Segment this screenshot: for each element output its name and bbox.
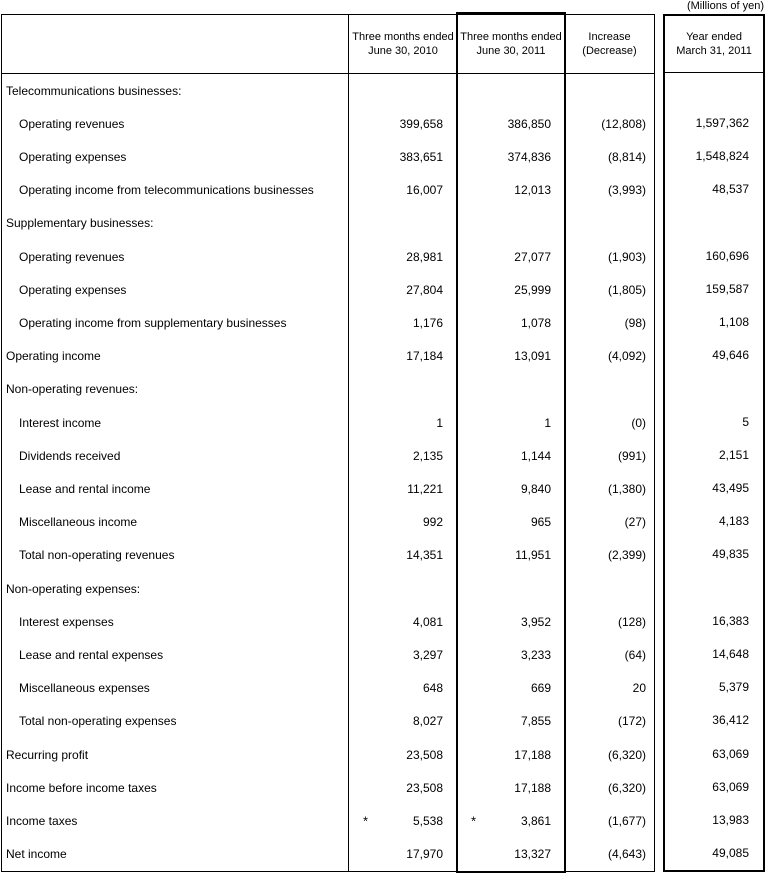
value-cell-q1_2010 xyxy=(349,174,457,207)
year-table-row xyxy=(665,671,763,704)
header-fy2011-line1: Year ended xyxy=(686,31,742,43)
value-cell-change xyxy=(565,140,654,173)
value-text: 7,855 xyxy=(520,714,551,729)
year-table-row xyxy=(665,538,763,571)
value-cell-q1_2010 xyxy=(349,472,457,505)
value-cell-q1_2011 xyxy=(457,638,565,671)
row-label: Income before income taxes xyxy=(2,771,349,804)
year-table-row xyxy=(665,438,763,471)
row-label: Miscellaneous income xyxy=(2,506,349,539)
value-text: 1 xyxy=(436,415,443,430)
table-row xyxy=(2,340,654,373)
value-cell-q1_2011 xyxy=(457,472,565,505)
year-table-row xyxy=(665,837,763,870)
value-cell-fy2011: 159,587 xyxy=(705,281,749,296)
value-cell-q1_2010 xyxy=(349,838,457,871)
value-cell-fy2011: 16,383 xyxy=(712,613,749,628)
value-text: (0) xyxy=(631,415,646,430)
value-text: 5,538 xyxy=(412,814,443,829)
header-increase-line1: Increase xyxy=(588,31,631,43)
value-cell-q1_2010 xyxy=(349,240,457,273)
value-cell-q1_2010 xyxy=(349,273,457,306)
value-cell-q1_2010 xyxy=(349,207,457,240)
value-text: 27,804 xyxy=(406,282,443,297)
row-label: Recurring profit xyxy=(2,738,349,771)
year-table-row xyxy=(665,173,763,206)
year-table-row xyxy=(665,505,763,538)
value-text: 13,327 xyxy=(514,847,551,862)
row-label: Lease and rental expenses xyxy=(2,638,349,671)
value-cell-fy2011: 1,108 xyxy=(718,315,749,330)
value-text: 2,135 xyxy=(412,448,443,463)
value-text: 16,007 xyxy=(406,183,443,198)
table-row xyxy=(2,572,654,605)
value-cell-fy2011: 49,646 xyxy=(712,348,749,363)
value-text: (12,808) xyxy=(601,116,646,131)
value-cell-change xyxy=(565,406,654,439)
row-label: Operating expenses xyxy=(2,140,349,173)
value-text: 17,188 xyxy=(514,747,551,762)
value-cell-q1_2010 xyxy=(349,439,457,472)
value-text: 374,836 xyxy=(507,150,551,164)
value-text: 1,078 xyxy=(520,316,551,331)
row-label: Operating expenses xyxy=(2,273,349,306)
header-fy2011 xyxy=(665,16,763,72)
value-cell-q1_2011 xyxy=(457,406,565,439)
value-cell-change xyxy=(565,340,654,373)
value-cell-q1_2011 xyxy=(457,373,565,406)
unit-note: (Millions of yen) xyxy=(686,0,764,12)
year-table-row xyxy=(665,637,763,670)
table-row xyxy=(2,838,654,871)
value-cell-q1_2010 xyxy=(349,506,457,539)
header-q1-2010-line2: June 30, 2010 xyxy=(368,45,438,57)
row-label: Net income xyxy=(2,838,349,871)
value-cell-q1_2010 xyxy=(349,373,457,406)
table-row xyxy=(2,539,654,572)
value-cell-fy2011: 160,696 xyxy=(705,248,749,263)
value-cell-change xyxy=(565,107,654,140)
row-label: Lease and rental income xyxy=(2,472,349,505)
value-cell-fy2011: 2,151 xyxy=(718,447,749,462)
value-text: (27) xyxy=(624,515,646,530)
value-cell-q1_2011 xyxy=(457,771,565,804)
value-text: (1,805) xyxy=(607,282,646,297)
value-text: (6,320) xyxy=(607,747,646,762)
value-cell-q1_2010 xyxy=(349,107,457,140)
row-label: Supplementary businesses: xyxy=(2,207,349,240)
value-cell-q1_2011 xyxy=(457,306,565,339)
value-text: (128) xyxy=(617,614,646,629)
header-q1-2010 xyxy=(349,15,457,73)
row-label: Total non-operating expenses xyxy=(2,705,349,738)
row-label: Operating revenues xyxy=(2,240,349,273)
value-cell-q1_2010 xyxy=(349,539,457,572)
value-cell-q1_2011 xyxy=(457,207,565,240)
year-table-row xyxy=(665,372,763,405)
value-text: 28,981 xyxy=(406,249,443,264)
year-table-row xyxy=(665,339,763,372)
row-label: Operating income xyxy=(2,340,349,373)
value-text: 4,081 xyxy=(412,614,443,629)
value-cell-fy2011 xyxy=(665,73,763,106)
table-row xyxy=(2,804,654,837)
header-q1-2011-line2: June 30, 2011 xyxy=(476,45,546,57)
value-text: 17,188 xyxy=(514,780,551,795)
main-table-body xyxy=(2,74,654,871)
value-cell-q1_2010 xyxy=(349,771,457,804)
value-cell-change xyxy=(565,705,654,738)
value-text: 17,184 xyxy=(406,349,443,364)
table-row xyxy=(2,273,654,306)
value-cell-q1_2011 xyxy=(457,506,565,539)
value-text: (4,643) xyxy=(607,847,646,862)
table-row xyxy=(2,174,654,207)
value-text: (8,814) xyxy=(607,150,646,164)
year-table-row xyxy=(665,206,763,239)
value-cell-q1_2011 xyxy=(457,273,565,306)
value-text: 8,027 xyxy=(412,714,443,729)
value-cell-q1_2010 xyxy=(349,672,457,705)
value-text: 3,297 xyxy=(412,648,443,663)
header-q1-2011 xyxy=(457,15,565,73)
value-text: 17,970 xyxy=(406,847,443,862)
value-cell-q1_2011 xyxy=(457,605,565,638)
value-text: (64) xyxy=(624,648,646,663)
value-text: 648 xyxy=(422,681,443,696)
year-table-row xyxy=(665,106,763,139)
table-row xyxy=(2,207,654,240)
year-table-row xyxy=(665,139,763,172)
value-cell-q1_2010 xyxy=(349,605,457,638)
value-cell-fy2011: 48,537 xyxy=(712,182,749,197)
value-text: (172) xyxy=(617,714,646,729)
value-cell-fy2011 xyxy=(665,571,763,604)
table-row xyxy=(2,506,654,539)
table-row xyxy=(2,472,654,505)
year-table-row xyxy=(665,305,763,338)
value-cell-change xyxy=(565,572,654,605)
table-row xyxy=(2,406,654,439)
header-fy2011-line2: March 31, 2011 xyxy=(676,45,752,57)
value-cell-q1_2010 xyxy=(349,738,457,771)
value-cell-change xyxy=(565,506,654,539)
row-label: Total non-operating revenues xyxy=(2,539,349,572)
year-table-row xyxy=(665,272,763,305)
value-cell-q1_2010 xyxy=(349,140,457,173)
value-cell-change xyxy=(565,273,654,306)
value-cell-q1_2011 xyxy=(457,107,565,140)
value-cell-fy2011: 49,085 xyxy=(712,846,749,861)
value-cell-change xyxy=(565,738,654,771)
year-column-table xyxy=(663,14,765,872)
row-label: Interest income xyxy=(2,406,349,439)
table-header-row xyxy=(2,15,654,74)
value-cell-q1_2011 xyxy=(457,174,565,207)
value-cell-change xyxy=(565,306,654,339)
value-cell-q1_2011 xyxy=(457,672,565,705)
year-table-row xyxy=(665,737,763,770)
year-table-row xyxy=(665,704,763,737)
value-cell-q1_2010 xyxy=(349,705,457,738)
table-row xyxy=(2,638,654,671)
value-text: 3,861 xyxy=(520,814,551,829)
table-row xyxy=(2,140,654,173)
value-cell-change xyxy=(565,672,654,705)
value-cell-q1_2011 xyxy=(457,74,565,107)
table-row xyxy=(2,605,654,638)
row-label: Dividends received xyxy=(2,439,349,472)
value-text: (1,677) xyxy=(607,814,646,829)
value-cell-fy2011: 5,379 xyxy=(718,680,749,695)
value-text: (3,993) xyxy=(607,183,646,198)
value-cell-change xyxy=(565,771,654,804)
value-cell-fy2011: 36,412 xyxy=(712,713,749,728)
value-cell-fy2011: 43,495 xyxy=(712,481,749,496)
value-cell-change xyxy=(565,605,654,638)
value-cell-fy2011: 63,069 xyxy=(712,746,749,761)
value-text: (98) xyxy=(624,316,646,331)
value-cell-q1_2011 xyxy=(457,539,565,572)
value-cell-q1_2010 xyxy=(349,340,457,373)
year-table-row xyxy=(665,73,763,106)
header-blank-cell xyxy=(2,15,349,73)
value-text: 1,176 xyxy=(412,316,443,331)
value-text: 9,840 xyxy=(520,482,551,497)
table-row xyxy=(2,107,654,140)
value-text: 13,091 xyxy=(514,349,551,364)
value-text: 965 xyxy=(530,515,551,530)
value-text: 3,952 xyxy=(520,614,551,629)
header-q1-2011-line1: Three months ended xyxy=(460,31,562,43)
value-cell-q1_2011 xyxy=(457,838,565,871)
footnote-asterisk: * xyxy=(363,813,369,829)
value-cell-q1_2011 xyxy=(457,140,565,173)
value-text: (2,399) xyxy=(607,548,646,563)
value-cell-change xyxy=(565,439,654,472)
value-cell-change xyxy=(565,804,654,837)
table-row xyxy=(2,738,654,771)
value-cell-fy2011 xyxy=(665,206,763,239)
value-cell-q1_2010 xyxy=(349,406,457,439)
value-cell-fy2011: 63,069 xyxy=(712,779,749,794)
table-row xyxy=(2,373,654,406)
value-cell-fy2011: 5 xyxy=(742,414,749,429)
value-cell-change xyxy=(565,207,654,240)
value-text: 992 xyxy=(422,515,443,530)
value-text: 383,651 xyxy=(399,150,443,164)
year-column-header-row xyxy=(665,16,763,73)
row-label: Miscellaneous expenses xyxy=(2,672,349,705)
value-text: (1,380) xyxy=(607,482,646,497)
year-table-row xyxy=(665,571,763,604)
row-label: Operating income from telecommunications businesses xyxy=(2,174,349,207)
header-increase-line2: (Decrease) xyxy=(582,45,637,57)
value-cell-fy2011: 1,597,362 xyxy=(695,115,749,130)
value-text: 25,999 xyxy=(514,282,551,297)
value-cell-change xyxy=(565,174,654,207)
table-row xyxy=(2,74,654,107)
value-cell-q1_2011 xyxy=(457,738,565,771)
row-label: Non-operating revenues: xyxy=(2,373,349,406)
value-text: 20 xyxy=(632,681,646,696)
value-cell-q1_2011 xyxy=(457,572,565,605)
value-text: 23,508 xyxy=(406,747,443,762)
value-cell-q1_2011 xyxy=(457,439,565,472)
row-label: Operating revenues xyxy=(2,107,349,140)
value-cell-change xyxy=(565,373,654,406)
value-cell-q1_2010 xyxy=(349,572,457,605)
value-text: 1 xyxy=(544,415,551,430)
value-text: 386,850 xyxy=(507,116,551,131)
value-cell-change xyxy=(565,240,654,273)
value-text: (4,092) xyxy=(607,349,646,364)
value-cell-q1_2011 xyxy=(457,705,565,738)
year-table-row xyxy=(665,471,763,504)
year-table-row xyxy=(665,239,763,272)
value-text: 11,951 xyxy=(515,548,551,563)
header-increase-decrease xyxy=(565,15,654,73)
value-text: 14,351 xyxy=(406,548,443,563)
value-cell-q1_2010 xyxy=(349,804,457,837)
value-cell-change xyxy=(565,74,654,107)
value-text: 23,508 xyxy=(406,780,443,795)
value-cell-q1_2011 xyxy=(457,240,565,273)
value-cell-q1_2010 xyxy=(349,638,457,671)
value-cell-change xyxy=(565,472,654,505)
value-cell-q1_2010 xyxy=(349,74,457,107)
value-cell-q1_2011 xyxy=(457,804,565,837)
year-table-row xyxy=(665,803,763,836)
table-row xyxy=(2,705,654,738)
year-table-row xyxy=(665,405,763,438)
value-cell-fy2011: 13,983 xyxy=(712,813,749,828)
value-cell-change xyxy=(565,638,654,671)
table-row xyxy=(2,672,654,705)
value-text: (1,903) xyxy=(607,249,646,264)
value-cell-fy2011 xyxy=(665,372,763,405)
income-statement-table xyxy=(1,14,655,872)
table-row xyxy=(2,240,654,273)
value-cell-change xyxy=(565,539,654,572)
value-cell-fy2011: 1,548,824 xyxy=(695,149,749,163)
row-label: Interest expenses xyxy=(2,605,349,638)
value-cell-q1_2010 xyxy=(349,306,457,339)
value-text: 11,221 xyxy=(407,482,443,497)
value-cell-change xyxy=(565,838,654,871)
value-text: 3,233 xyxy=(520,648,551,663)
header-q1-2010-line1: Three months ended xyxy=(352,31,454,43)
value-text: 669 xyxy=(530,681,551,696)
footnote-asterisk: * xyxy=(471,813,477,829)
year-table-row xyxy=(665,604,763,637)
row-label: Non-operating expenses: xyxy=(2,572,349,605)
value-cell-fy2011: 4,183 xyxy=(718,514,749,529)
row-label: Operating income from supplementary businesses xyxy=(2,306,349,339)
year-table-row xyxy=(665,770,763,803)
value-cell-fy2011: 14,648 xyxy=(712,647,749,662)
value-text: 399,658 xyxy=(399,116,443,131)
value-text: (6,320) xyxy=(607,780,646,795)
value-cell-q1_2011 xyxy=(457,340,565,373)
table-row xyxy=(2,439,654,472)
value-text: (991) xyxy=(617,448,646,463)
value-text: 12,013 xyxy=(514,183,551,198)
year-column-body xyxy=(665,73,763,870)
value-text: 1,144 xyxy=(520,448,551,463)
value-cell-fy2011: 49,835 xyxy=(712,547,749,562)
row-label: Income taxes xyxy=(2,804,349,837)
row-label: Telecommunications businesses: xyxy=(2,74,349,107)
value-text: 27,077 xyxy=(514,249,551,264)
table-row xyxy=(2,306,654,339)
table-row xyxy=(2,771,654,804)
